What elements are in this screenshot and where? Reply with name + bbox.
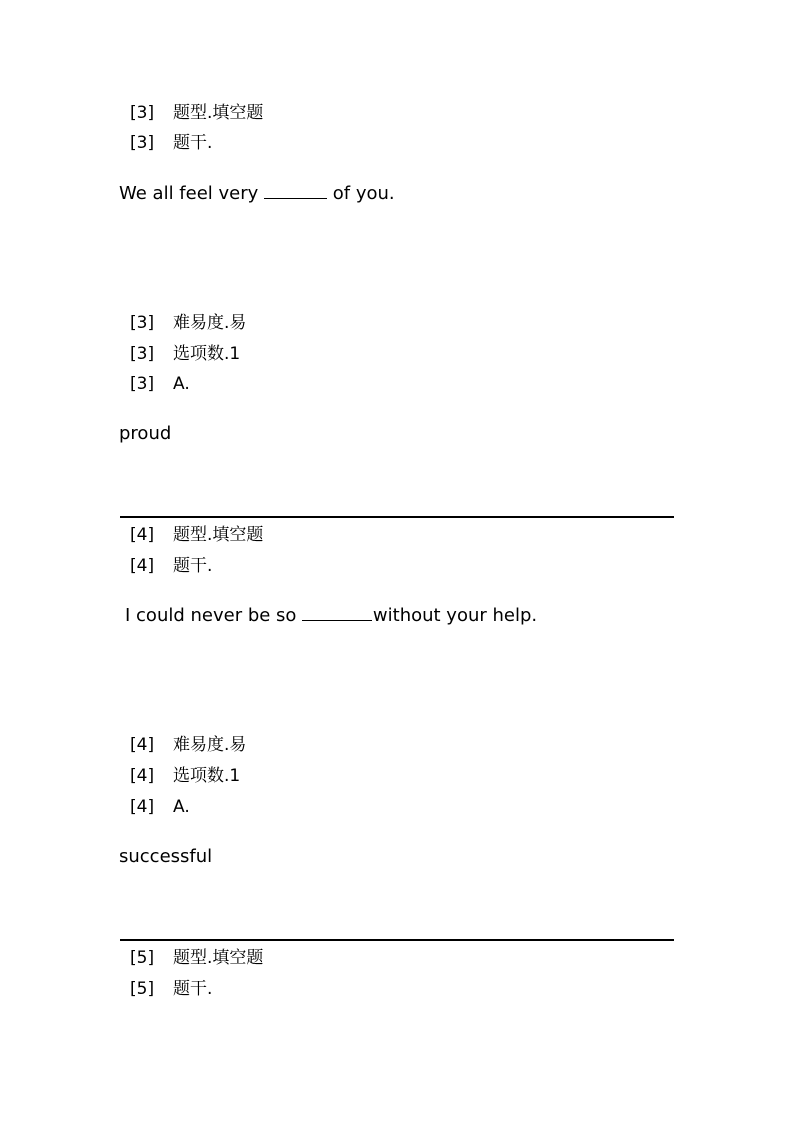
q3-option-a-line [130,374,190,394]
q4-type-line [130,525,263,545]
q4-option-count-line [130,766,240,786]
q3-stem [119,182,395,205]
q3-option-count-tag: [3] [130,344,155,364]
q3-option-count-line [130,344,240,364]
q4-stem [125,604,537,627]
q4-difficulty-text: 难易度.易 [173,735,247,755]
q4-type-text: 题型.填空题 [173,525,264,545]
q3-option-a-tag: [3] [130,374,155,394]
q3-type-tag: [3] [130,103,155,123]
q3-type-line [130,103,263,123]
q5-stem-label: 题干. [173,979,213,999]
q4-answer: successful [119,846,213,867]
section-divider [120,516,674,518]
q4-option-count-text: 选项数.1 [173,766,241,786]
q5-stem-tag: [5] [130,979,155,999]
q3-stem-after: of you. [332,183,395,204]
q4-stem-label-line [130,556,212,576]
q3-stem-before: We all feel very [119,183,259,204]
q4-stem-label: 题干. [173,556,213,576]
q5-type-tag: [5] [130,948,155,968]
q4-option-a-line [130,797,190,817]
q4-type-tag: [4] [130,525,155,545]
section-divider [120,939,674,941]
q4-stem-after: without your help. [372,605,538,626]
q4-difficulty-line [130,735,246,755]
q4-stem-before: I could never be so [125,605,297,626]
q4-stem-tag: [4] [130,556,155,576]
q3-stem-label: 题干. [173,133,213,153]
q4-blank [302,604,372,621]
q3-stem-label-line [130,133,212,153]
q3-answer: proud [119,423,172,444]
q3-difficulty-line [130,313,246,333]
q5-type-text: 题型.填空题 [173,948,264,968]
q4-option-count-tag: [4] [130,766,155,786]
q3-stem-tag: [3] [130,133,155,153]
q3-option-count-text: 选项数.1 [173,344,241,364]
q3-difficulty-tag: [3] [130,313,155,333]
q5-type-line [130,948,263,968]
q3-blank [264,182,327,199]
q3-option-a-text: A. [173,374,190,394]
q4-option-a-text: A. [173,797,190,817]
q3-difficulty-text: 难易度.易 [173,313,247,333]
q5-stem-label-line [130,979,212,999]
q3-type-text: 题型.填空题 [173,103,264,123]
q4-option-a-tag: [4] [130,797,155,817]
q4-difficulty-tag: [4] [130,735,155,755]
